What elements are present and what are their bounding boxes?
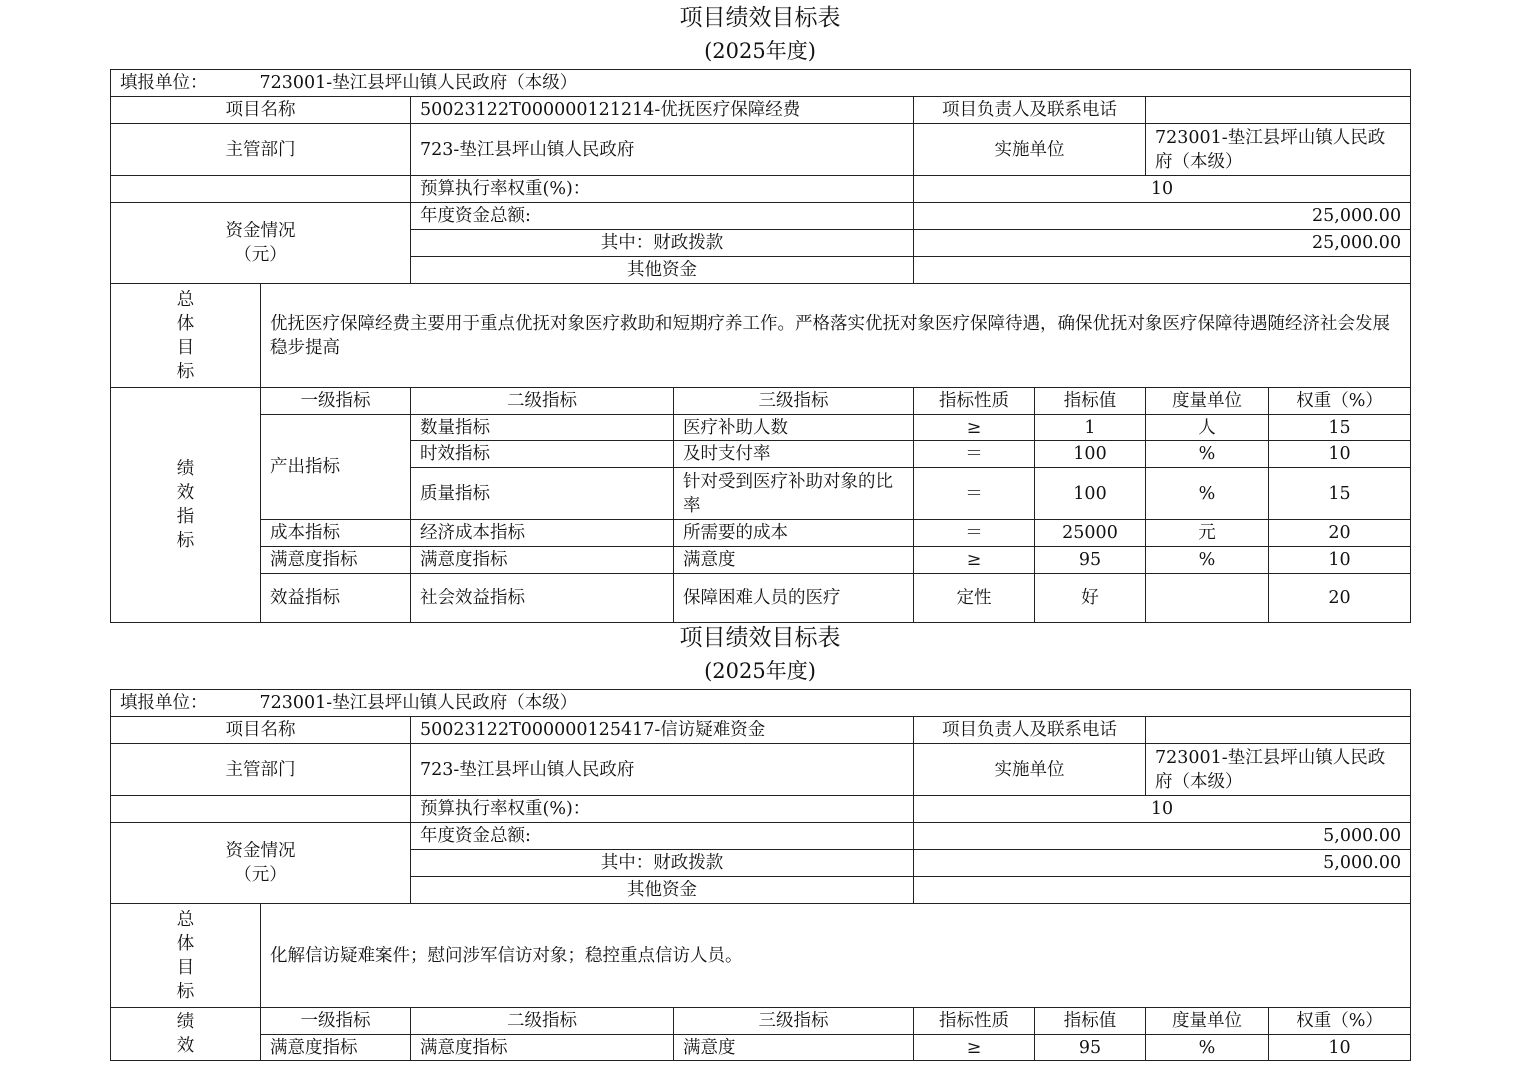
header-level2: 二级指标 (411, 1008, 674, 1035)
indicator-unit: 元 (1146, 520, 1269, 547)
indicator-value: 100 (1035, 441, 1146, 468)
header-level3: 三级指标 (674, 1008, 914, 1035)
indicator-l3: 所需要的成本 (674, 520, 914, 547)
indicator-value: 好 (1035, 574, 1146, 623)
indicator-l3: 及时支付率 (674, 441, 914, 468)
table-row (111, 574, 1411, 623)
contact-label: 项目负责人及联系电话 (914, 717, 1146, 744)
performance-table-2 (110, 689, 1411, 1061)
indicator-unit (1146, 574, 1269, 623)
overall-goal-text: 优抚医疗保障经费主要用于重点优抚对象医疗救助和短期疗养工作。严格落实优抚对象医疗保障待遇，确保优抚对象医疗保障待遇随经济社会发展稳步提高 (261, 284, 1411, 388)
indicator-unit: 人 (1146, 415, 1269, 441)
header-level2: 二级指标 (411, 388, 674, 415)
fiscal-value: 25,000.00 (914, 230, 1411, 257)
header-unit: 度量单位 (1146, 1008, 1269, 1035)
indicator-l2: 数量指标 (411, 415, 674, 441)
indicator-l2: 时效指标 (411, 441, 674, 468)
table-row (111, 415, 1411, 441)
funds-label-line1: 资金情况 (225, 841, 296, 861)
indicator-nature: ≥ (914, 1035, 1035, 1061)
project-name-row (111, 717, 1411, 744)
budget-weight-value: 10 (914, 796, 1411, 823)
project-name-label: 项目名称 (111, 97, 411, 124)
indicator-l2: 经济成本指标 (411, 520, 674, 547)
indicator-l1: 成本指标 (261, 520, 411, 547)
project-name-value: 50023122T000000121214-优抚医疗保障经费 (411, 97, 914, 124)
indicator-weight: 10 (1269, 441, 1411, 468)
indicator-label: 绩 效 指 标 (111, 388, 261, 623)
indicator-weight: 15 (1269, 415, 1411, 441)
budget-weight-label: 预算执行率权重(%)： (411, 796, 914, 823)
indicator-l1: 效益指标 (261, 574, 411, 623)
indicator-l3: 满意度 (674, 547, 914, 574)
project-name-row (111, 97, 1411, 124)
indicator-l1: 满意度指标 (261, 547, 411, 574)
annual-total-value: 25,000.00 (914, 203, 1411, 230)
header-value: 指标值 (1035, 1008, 1146, 1035)
overall-goal-label: 总 体 目 标 (111, 904, 261, 1008)
impl-unit-label: 实施单位 (914, 744, 1146, 796)
indicator-weight: 10 (1269, 1035, 1411, 1061)
budget-weight-label: 预算执行率权重(%)： (411, 176, 914, 203)
indicator-header-row (111, 1008, 1411, 1035)
table1-year: (2025年度) (704, 39, 816, 63)
other-funds-value (914, 877, 1411, 904)
other-funds-value (914, 257, 1411, 284)
annual-total-row (111, 203, 1411, 230)
reporting-unit-label: 填报单位： (120, 693, 208, 713)
header-level1: 一级指标 (261, 1008, 411, 1035)
overall-goal-row (111, 284, 1411, 388)
indicator-value: 25000 (1035, 520, 1146, 547)
overall-goal-label: 总 体 目 标 (111, 284, 261, 388)
funds-label-line2: （元） (234, 865, 287, 885)
indicator-l2: 质量指标 (411, 468, 674, 520)
table-row (111, 1035, 1411, 1061)
indicator-weight: 15 (1269, 468, 1411, 520)
budget-weight-row (111, 796, 1411, 823)
indicator-weight: 20 (1269, 520, 1411, 547)
indicator-l3: 针对受到医疗补助对象的比率 (674, 468, 914, 520)
reporting-unit-value: 723001-垫江县坪山镇人民政府（本级） (259, 693, 578, 713)
fiscal-value: 5,000.00 (914, 850, 1411, 877)
indicator-weight: 20 (1269, 574, 1411, 623)
header-weight: 权重（%） (1269, 388, 1411, 415)
indicator-value: 95 (1035, 547, 1146, 574)
indicator-label: 绩 效 (111, 1008, 261, 1061)
indicator-header-row (111, 388, 1411, 415)
annual-total-row (111, 823, 1411, 850)
indicator-unit: % (1146, 1035, 1269, 1061)
indicator-l2: 社会效益指标 (411, 574, 674, 623)
dept-row (111, 744, 1411, 796)
indicator-nature: 定性 (914, 574, 1035, 623)
budget-weight-value: 10 (914, 176, 1411, 203)
other-funds-label: 其他资金 (411, 877, 914, 904)
indicator-unit: % (1146, 441, 1269, 468)
indicator-l1: 产出指标 (261, 415, 411, 520)
dept-value: 723-垫江县坪山镇人民政府 (411, 744, 914, 796)
indicator-value: 95 (1035, 1035, 1146, 1061)
reporting-unit-row (111, 690, 1411, 717)
table2-title: 项目绩效目标表 (679, 625, 841, 651)
table2-year: (2025年度) (704, 659, 816, 683)
indicator-l3: 医疗补助人数 (674, 415, 914, 441)
funds-label-line1: 资金情况 (225, 221, 296, 241)
indicator-l1: 满意度指标 (261, 1035, 411, 1061)
dept-label: 主管部门 (111, 744, 411, 796)
header-level3: 三级指标 (674, 388, 914, 415)
indicator-l3: 满意度 (674, 1035, 914, 1061)
impl-unit-value: 723001-垫江县坪山镇人民政府（本级） (1146, 744, 1411, 796)
annual-total-label: 年度资金总额: (411, 823, 914, 850)
contact-value (1146, 717, 1411, 744)
header-weight: 权重（%） (1269, 1008, 1411, 1035)
contact-label: 项目负责人及联系电话 (914, 97, 1146, 124)
reporting-unit-value: 723001-垫江县坪山镇人民政府（本级） (259, 73, 578, 93)
header-nature: 指标性质 (914, 388, 1035, 415)
indicator-unit: % (1146, 468, 1269, 520)
dept-row (111, 124, 1411, 176)
header-value: 指标值 (1035, 388, 1146, 415)
indicator-nature: ＝ (914, 441, 1035, 468)
performance-table-1 (110, 69, 1411, 623)
budget-weight-row (111, 176, 1411, 203)
impl-unit-value: 723001-垫江县坪山镇人民政府（本级） (1146, 124, 1411, 176)
table-row (111, 547, 1411, 574)
annual-total-value: 5,000.00 (914, 823, 1411, 850)
fiscal-label: 其中：财政拨款 (411, 850, 914, 877)
indicator-nature: ≥ (914, 547, 1035, 574)
header-unit: 度量单位 (1146, 388, 1269, 415)
indicator-nature: ≥ (914, 415, 1035, 441)
indicator-nature: ＝ (914, 468, 1035, 520)
indicator-nature: ＝ (914, 520, 1035, 547)
impl-unit-label: 实施单位 (914, 124, 1146, 176)
project-name-label: 项目名称 (111, 717, 411, 744)
dept-value: 723-垫江县坪山镇人民政府 (411, 124, 914, 176)
table-row (111, 520, 1411, 547)
funds-label (111, 203, 411, 284)
indicator-l3: 保障困难人员的医疗 (674, 574, 914, 623)
reporting-unit-row (111, 70, 1411, 97)
header-level1: 一级指标 (261, 388, 411, 415)
overall-goal-text: 化解信访疑难案件；慰问涉军信访对象；稳控重点信访人员。 (261, 904, 1411, 1008)
header-nature: 指标性质 (914, 1008, 1035, 1035)
fiscal-label: 其中：财政拨款 (411, 230, 914, 257)
annual-total-label: 年度资金总额: (411, 203, 914, 230)
indicator-value: 100 (1035, 468, 1146, 520)
other-funds-label: 其他资金 (411, 257, 914, 284)
table1-title: 项目绩效目标表 (679, 5, 841, 31)
funds-label-line2: （元） (234, 245, 287, 265)
contact-value (1146, 97, 1411, 124)
indicator-weight: 10 (1269, 547, 1411, 574)
funds-label (111, 823, 411, 904)
indicator-unit: % (1146, 547, 1269, 574)
reporting-unit-label: 填报单位： (120, 73, 208, 93)
dept-label: 主管部门 (111, 124, 411, 176)
project-name-value: 50023122T000000125417-信访疑难资金 (411, 717, 914, 744)
indicator-l2: 满意度指标 (411, 1035, 674, 1061)
indicator-l2: 满意度指标 (411, 547, 674, 574)
indicator-value: 1 (1035, 415, 1146, 441)
overall-goal-row (111, 904, 1411, 1008)
